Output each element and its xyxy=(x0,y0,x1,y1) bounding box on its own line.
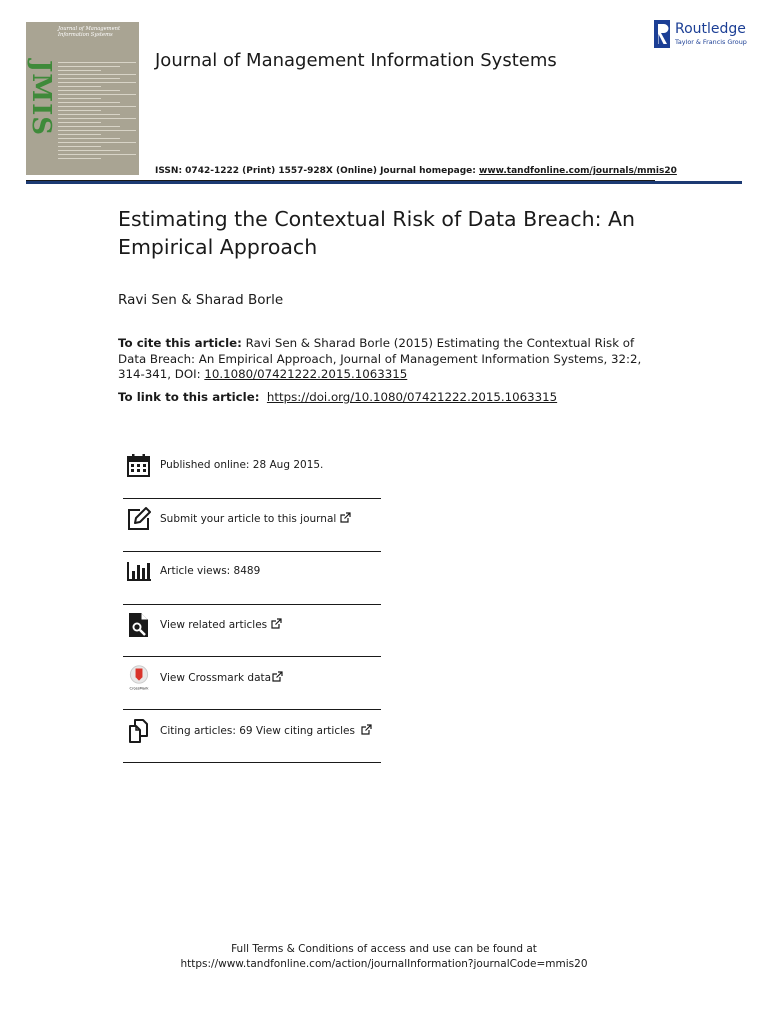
journal-cover-image xyxy=(26,22,139,175)
footer-terms xyxy=(0,942,768,972)
crossmark-icon xyxy=(126,665,152,691)
related-articles-link[interactable]: View related articles xyxy=(160,619,268,631)
copy-pages-icon xyxy=(126,718,152,744)
header-divider-thick xyxy=(26,181,742,184)
external-link-icon xyxy=(361,724,372,735)
link-label: To link to this article: xyxy=(118,390,260,404)
publisher-name: Routledge xyxy=(675,21,746,37)
related-articles-row[interactable] xyxy=(123,612,381,642)
cover-title: Journal of Management Information Systems xyxy=(58,26,121,38)
document-search-icon xyxy=(126,612,152,638)
citation-block xyxy=(118,336,658,383)
published-online-row xyxy=(123,453,381,483)
divider xyxy=(123,551,381,552)
edit-icon xyxy=(126,506,152,532)
article-title: Estimating the Contextual Risk of Data Breach: An Empirical Approach xyxy=(118,207,636,259)
article-authors: Ravi Sen & Sharad Borle xyxy=(118,292,284,308)
article-views-text: Article views: 8489 xyxy=(160,565,261,577)
submit-article-row[interactable] xyxy=(123,506,381,536)
journal-homepage-link[interactable]: www.tandfonline.com/journals/mmis20 xyxy=(479,166,677,176)
citing-articles-link[interactable]: Citing articles: 69 View citing articles xyxy=(160,725,355,737)
crossmark-link[interactable]: View Crossmark data xyxy=(160,672,272,684)
crossmark-row[interactable] xyxy=(123,665,381,695)
article-link-line xyxy=(118,390,557,404)
divider xyxy=(123,604,381,605)
article-views-row xyxy=(123,559,381,589)
divider xyxy=(123,709,381,710)
cover-contents-lines xyxy=(58,62,136,162)
cover-logo: JMIS xyxy=(26,59,56,137)
citation-label: To cite this article: xyxy=(118,336,242,350)
calendar-icon xyxy=(126,453,152,479)
published-date-text: Published online: 28 Aug 2015. xyxy=(160,459,324,471)
bar-chart-icon xyxy=(126,559,152,585)
citation-text: Ravi Sen & Sharad Borle (2015) Estimating the Contextual Risk of Data Breach: An Empirical Approach, Journal of Management Information Systems, 32:2, 314-341, DOI: xyxy=(118,336,642,381)
article-url-link[interactable]: https://doi.org/10.1080/07421222.2015.1063315 xyxy=(266,390,558,404)
routledge-logo[interactable] xyxy=(654,20,746,50)
crossmark-logo-text: CrossMark xyxy=(129,686,149,691)
publisher-tagline: Taylor & Francis Group xyxy=(675,38,747,46)
doi-link[interactable]: 10.1080/07421222.2015.1063315 xyxy=(204,367,408,381)
external-link-icon xyxy=(271,618,282,629)
issn-text: ISSN: 0742-1222 (Print) 1557-928X (Online) Journal homepage: xyxy=(155,166,480,176)
divider xyxy=(123,762,381,763)
issn-line xyxy=(155,166,677,176)
external-link-icon xyxy=(272,671,283,682)
external-link-icon xyxy=(340,512,351,523)
routledge-r-icon xyxy=(654,20,670,48)
submit-article-link[interactable]: Submit your article to this journal xyxy=(160,513,337,525)
footer-terms-url[interactable]: https://www.tandfonline.com/action/journalInformation?journalCode=mmis20 xyxy=(180,958,588,970)
journal-title: Journal of Management Information Systems xyxy=(155,50,557,71)
citing-articles-row[interactable] xyxy=(123,718,381,748)
divider xyxy=(123,498,381,499)
footer-terms-text: Full Terms & Conditions of access and use can be found at xyxy=(231,943,537,955)
divider xyxy=(123,656,381,657)
